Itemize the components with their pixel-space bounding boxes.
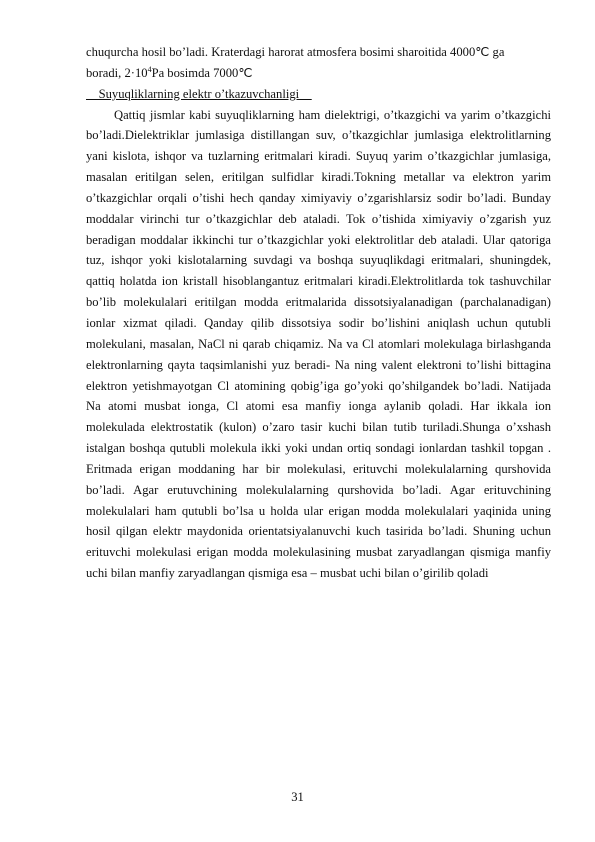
exponent: 4: [147, 64, 152, 74]
intro-line-2-prefix: boradi, 2·10: [86, 65, 148, 80]
intro-line-1: chuqurcha hosil bo’ladi. Kraterdagi harorat atmosfera bosimi sharoitida 4000℃ ga: [86, 45, 505, 59]
body-paragraph: Qattiq jismlar kabi suyuqliklarning ham dielektrigi, o’tkazgichi va yarim o’tkazgichi bo’ladi.Dielektriklar jumlasiga distillangan suv, o’tkazgichlar jumlasiga elektrolitlarning yani kislota, ishqor va tuzlarning eritmalari kiradi. Suyuq yarim o’tkazgichlar jumlasiga, masalan eritilgan selen, eritilgan sulfidlar kiradi.Tokning metallar va elektron yarim o’tkazgichlar orqali o’tishi hech qanday ximiyaviy o’zgarishlarsiz sodir bo’ladi. Bunday moddalar virinchi tur o’tkazgichlar deb ataladi. Tok o’tishida ximiyaviy o’zgarish yuz beradigan moddalar ikkinchi tur o’tkazgichlar yoki elektrolitlar deb ataladi. Ular qatoriga tuz, ishqor yoki kislotalarning suvdagi va boshqa suyuqlikdagi eritmalari, shuningdek, qattiq holatda ion kristall hisoblangantuz eritmalari kiradi.Elektrolitlarda tok tashuvchilar bo’lib molekulalari eritilgan modda eritmalarida dissotsiyalanadigan (parchalanadigan) ionlar xizmat qiladi. Qanday qilib dissotsiya sodir bo’lishini aniqlash uchun qutubli molekulani, masalan, NaCl ni qarab chiqamiz. Na va Cl atomlari molekulaga birlashganda elektronlarning qayta taqsimlanishi yuz beradi- Na ning valent elektroni to’lishi bittagina elektron yetishmayotgan Cl atomining qobig’iga go’yoki qo’shilgandek bo’ladi. Natijada Na atomi musbat ionga, Cl atomi esa manfiy ionga aylanib qoladi. Har ikkala ion molekulada elektrostatik (kulon) o’zaro tasir kuchi bilan tutib turiladi.Shunga o’xshash istalgan boshqa qutubli molekula ikki yoki undan ortiq sondagi ionlardan tashkil topgan . Eritmada erigan moddaning har bir molekulasi, erituvchi molekulalarning qurshovida bo’ladi. Agar erutuvchining molekulalarning qurshovida bo’ladi. Agar erituvchining molekulalari ham qutubli bo’lsa u holda ular erigan modda molekulalari yaqinida uning hosil qilgan elektr maydonida orientatsiyalanuvchi kuch tasirida bo’ladi. Shuning uchun erituvchi molekulasi erigan modda molekulasining musbat zaryadlangan qismiga manfiy uchi bilan manfiy zaryadlangan qismiga esa – musbat uchi bilan o’girilib qoladi: [86, 107, 551, 581]
page-number: 31: [291, 790, 304, 804]
intro-paragraph: [86, 42, 551, 84]
intro-line-2-suffix: Pa bosimda 7000℃: [151, 65, 253, 80]
document-page: [86, 42, 551, 584]
section-heading: Suyuqliklarning elektr o’tkazuvchanligi: [86, 86, 312, 101]
